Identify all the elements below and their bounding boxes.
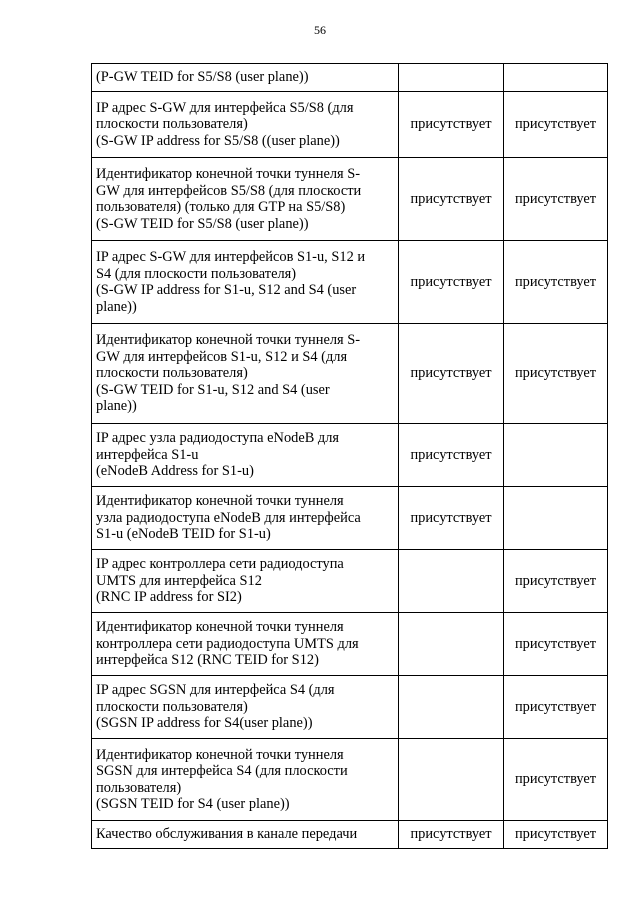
presence-value: присутствует: [410, 365, 492, 382]
presence-cell-col2: [399, 676, 504, 739]
presence-cell-col3: [504, 487, 608, 550]
parameter-description: Идентификатор конечной точки туннеля S- GW для интерфейсов S5/S8 (для плоскости пользователя) (только для GTP на S5/S8) (S-GW TEID for S5/S8 (user plane)): [96, 166, 362, 232]
table-row: [92, 613, 608, 676]
table-row: [92, 324, 608, 424]
parameter-description: Идентификатор конечной точки туннеля S- GW для интерфейсов S1-u, S12 и S4 (для плоскости пользователя) (S-GW TEID for S1-u, S12 and S4 (user plane)): [96, 332, 361, 415]
presence-value: присутствует: [514, 273, 597, 290]
parameter-description-cell: [92, 739, 399, 821]
presence-value: присутствует: [514, 190, 597, 207]
presence-cell-col3: [504, 64, 608, 92]
parameter-description: Идентификатор конечной точки туннеля SGSN для интерфейса S4 (для плоскости пользователя) (SGSN TEID for S4 (user plane)): [96, 746, 348, 812]
presence-value: присутствует: [514, 116, 597, 133]
table-row: [92, 241, 608, 324]
presence-value: присутствует: [410, 446, 492, 463]
presence-value: присутствует: [514, 635, 597, 652]
table-row: [92, 424, 608, 487]
parameter-description-cell: [92, 821, 399, 849]
page-number: 56: [314, 23, 326, 37]
parameter-description-cell: [92, 324, 399, 424]
presence-cell-col3: [504, 241, 608, 324]
parameter-description-cell: [92, 676, 399, 739]
parameter-description-cell: [92, 613, 399, 676]
presence-cell-col3: [504, 676, 608, 739]
table-row: [92, 821, 608, 849]
parameters-table: [91, 63, 608, 849]
parameter-description-cell: [92, 64, 399, 92]
parameter-description-cell: [92, 92, 399, 158]
parameter-description-cell: [92, 487, 399, 550]
presence-value: присутствует: [410, 826, 492, 843]
presence-cell-col2: [399, 821, 504, 849]
presence-value: присутствует: [514, 771, 597, 788]
parameter-description-cell: [92, 424, 399, 487]
presence-cell-col3: [504, 821, 608, 849]
presence-cell-col2: [399, 613, 504, 676]
parameter-description-cell: [92, 158, 399, 241]
presence-value: присутствует: [410, 273, 492, 290]
presence-cell-col2: [399, 324, 504, 424]
presence-cell-col2: [399, 487, 504, 550]
presence-cell-col2: [399, 64, 504, 92]
parameter-description: Качество обслуживания в канале передачи: [96, 826, 358, 843]
presence-cell-col2: [399, 241, 504, 324]
parameter-description: IP адрес контроллера сети радиодоступа UMTS для интерфейса S12 (RNC IP address for SI2): [96, 556, 344, 606]
presence-cell-col2: [399, 158, 504, 241]
parameter-description: IP адрес узла радиодоступа eNodeB для интерфейса S1-u (eNodeB Address for S1-u): [96, 430, 340, 480]
parameter-description: Идентификатор конечной точки туннеля контроллера сети радиодоступа UMTS для интерфейса S12 (RNC TEID for S12): [96, 619, 359, 669]
presence-cell-col2: [399, 739, 504, 821]
table-row: [92, 676, 608, 739]
presence-cell-col3: [504, 739, 608, 821]
table-row: [92, 550, 608, 613]
presence-cell-col2: [399, 92, 504, 158]
presence-value: присутствует: [514, 698, 597, 715]
parameter-description-cell: [92, 550, 399, 613]
parameter-description: (P-GW TEID for S5/S8 (user plane)): [96, 69, 309, 86]
presence-cell-col3: [504, 158, 608, 241]
presence-cell-col3: [504, 92, 608, 158]
presence-value: присутствует: [410, 190, 492, 207]
presence-value: присутствует: [410, 116, 492, 133]
presence-cell-col2: [399, 424, 504, 487]
table-row: [92, 739, 608, 821]
table-row: [92, 158, 608, 241]
presence-value: присутствует: [410, 509, 492, 526]
parameter-description: IP адрес S-GW для интерфейса S5/S8 (для плоскости пользователя) (S-GW IP address for S5/S8 ((user plane)): [96, 99, 354, 149]
presence-value: присутствует: [514, 826, 597, 843]
presence-cell-col3: [504, 324, 608, 424]
table-row: [92, 64, 608, 92]
parameter-description-cell: [92, 241, 399, 324]
presence-cell-col3: [504, 613, 608, 676]
table-row: [92, 92, 608, 158]
parameter-description: IP адрес SGSN для интерфейса S4 (для плоскости пользователя) (SGSN IP address for S4(user plane)): [96, 682, 335, 732]
presence-value: присутствует: [514, 365, 597, 382]
parameter-description: Идентификатор конечной точки туннеля узла радиодоступа eNodeB для интерфейса S1-u (eNodeB TEID for S1-u): [96, 493, 361, 543]
parameter-description: IP адрес S-GW для интерфейсов S1-u, S12 и S4 (для плоскости пользователя) (S-GW IP address for S1-u, S12 and S4 (user plane)): [96, 249, 366, 315]
presence-cell-col3: [504, 424, 608, 487]
table-row: [92, 487, 608, 550]
presence-cell-col3: [504, 550, 608, 613]
presence-cell-col2: [399, 550, 504, 613]
presence-value: присутствует: [514, 572, 597, 589]
